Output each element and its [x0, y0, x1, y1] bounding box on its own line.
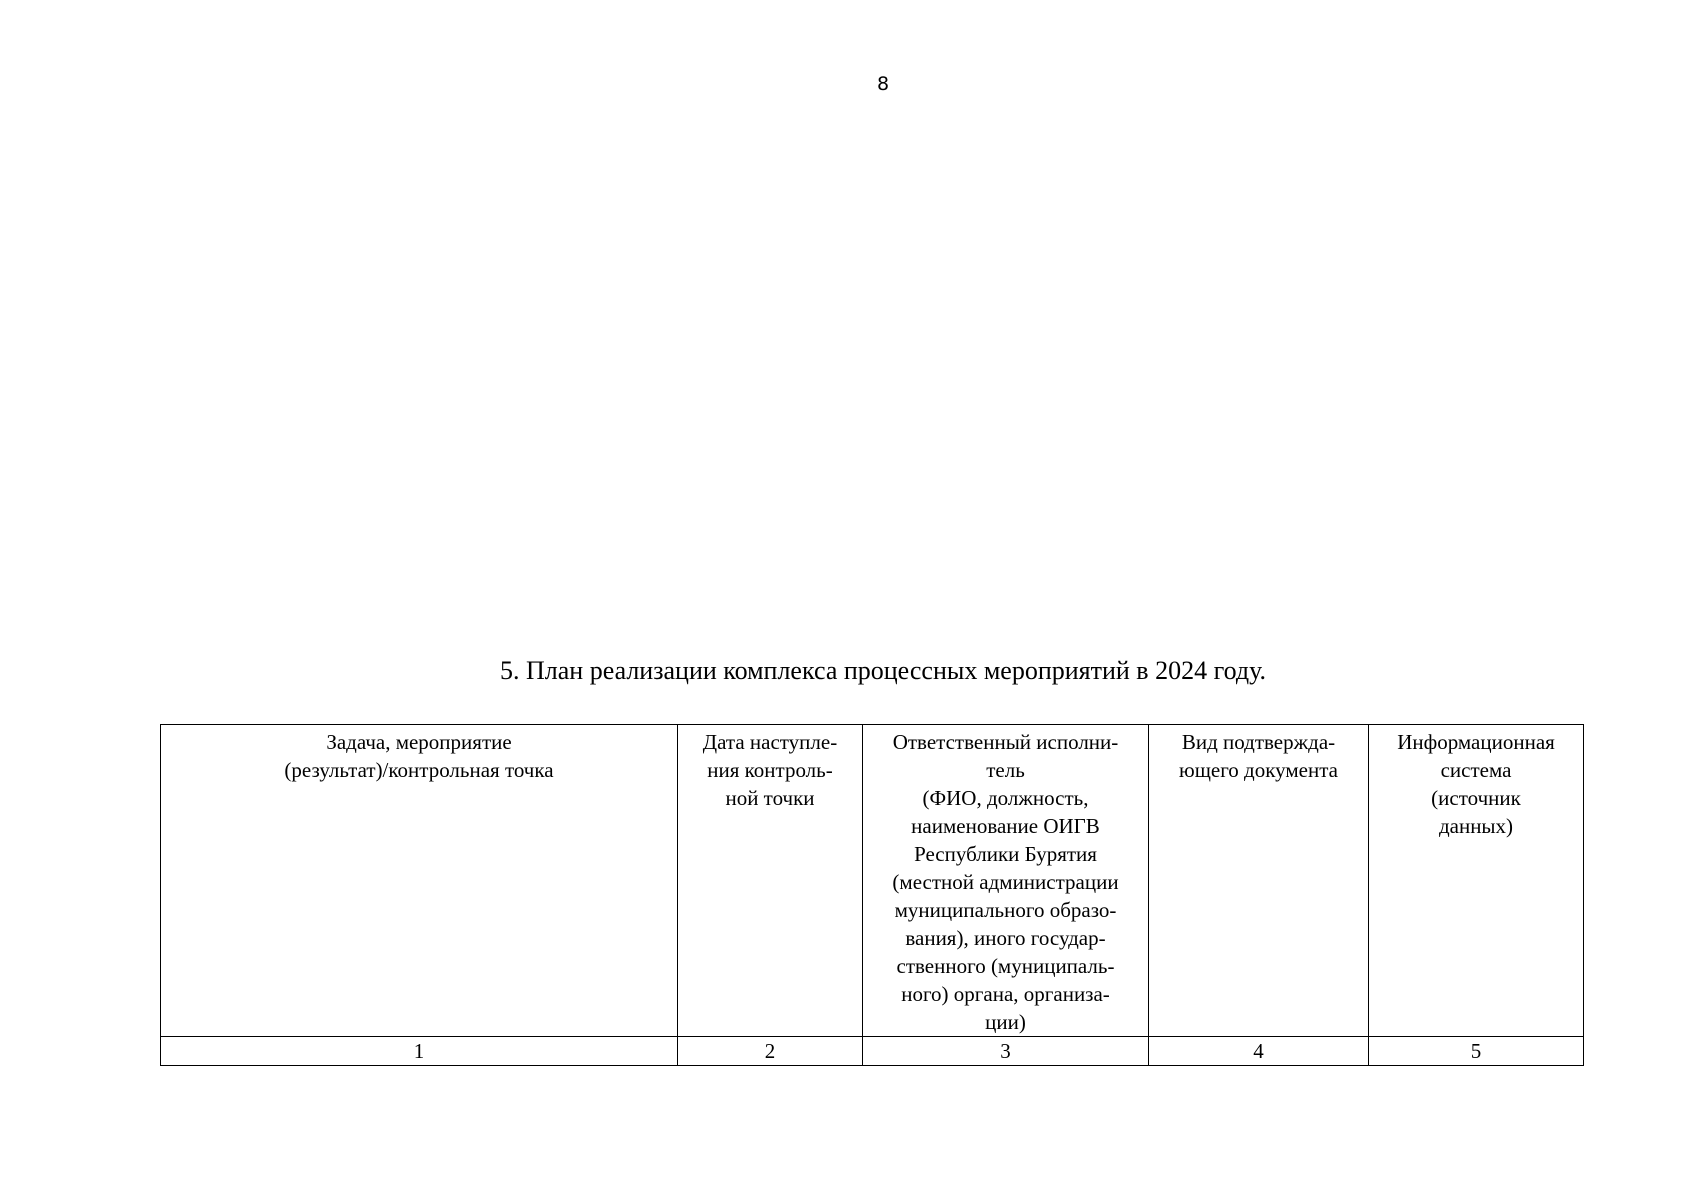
header-task-label: Задача, мероприятие (результат)/контрольная точка — [284, 730, 554, 782]
header-info-system-label: Информационная система (источник данных) — [1397, 730, 1555, 838]
header-cell-executor — [863, 725, 1149, 1037]
header-executor-label: Ответственный исполни- тель (ФИО, должность, наименование ОИГВ Республики Бурятия (местной администрации муниципального образо- вания), иного государ- ственного (муниципаль- ного) органа, организа- ции) — [892, 730, 1119, 1034]
column-number-3: 3 — [863, 1037, 1149, 1066]
table-header-row — [161, 725, 1584, 1037]
column-number-4: 4 — [1149, 1037, 1369, 1066]
header-cell-date — [678, 725, 863, 1037]
header-cell-task — [161, 725, 678, 1037]
column-number-5: 5 — [1369, 1037, 1584, 1066]
header-cell-document — [1149, 725, 1369, 1037]
column-number-1: 1 — [161, 1037, 678, 1066]
section-title: 5. План реализации комплекса процессных мероприятий в 2024 году. — [500, 656, 1266, 685]
table-column-number-row — [161, 1037, 1584, 1066]
page-number: 8 — [876, 73, 890, 95]
header-cell-info-system — [1369, 725, 1584, 1037]
plan-table — [160, 724, 1584, 1066]
header-date-label: Дата наступле- ния контроль- ной точки — [702, 730, 838, 810]
column-number-2: 2 — [678, 1037, 863, 1066]
header-document-label: Вид подтвержда- ющего документа — [1179, 730, 1338, 782]
